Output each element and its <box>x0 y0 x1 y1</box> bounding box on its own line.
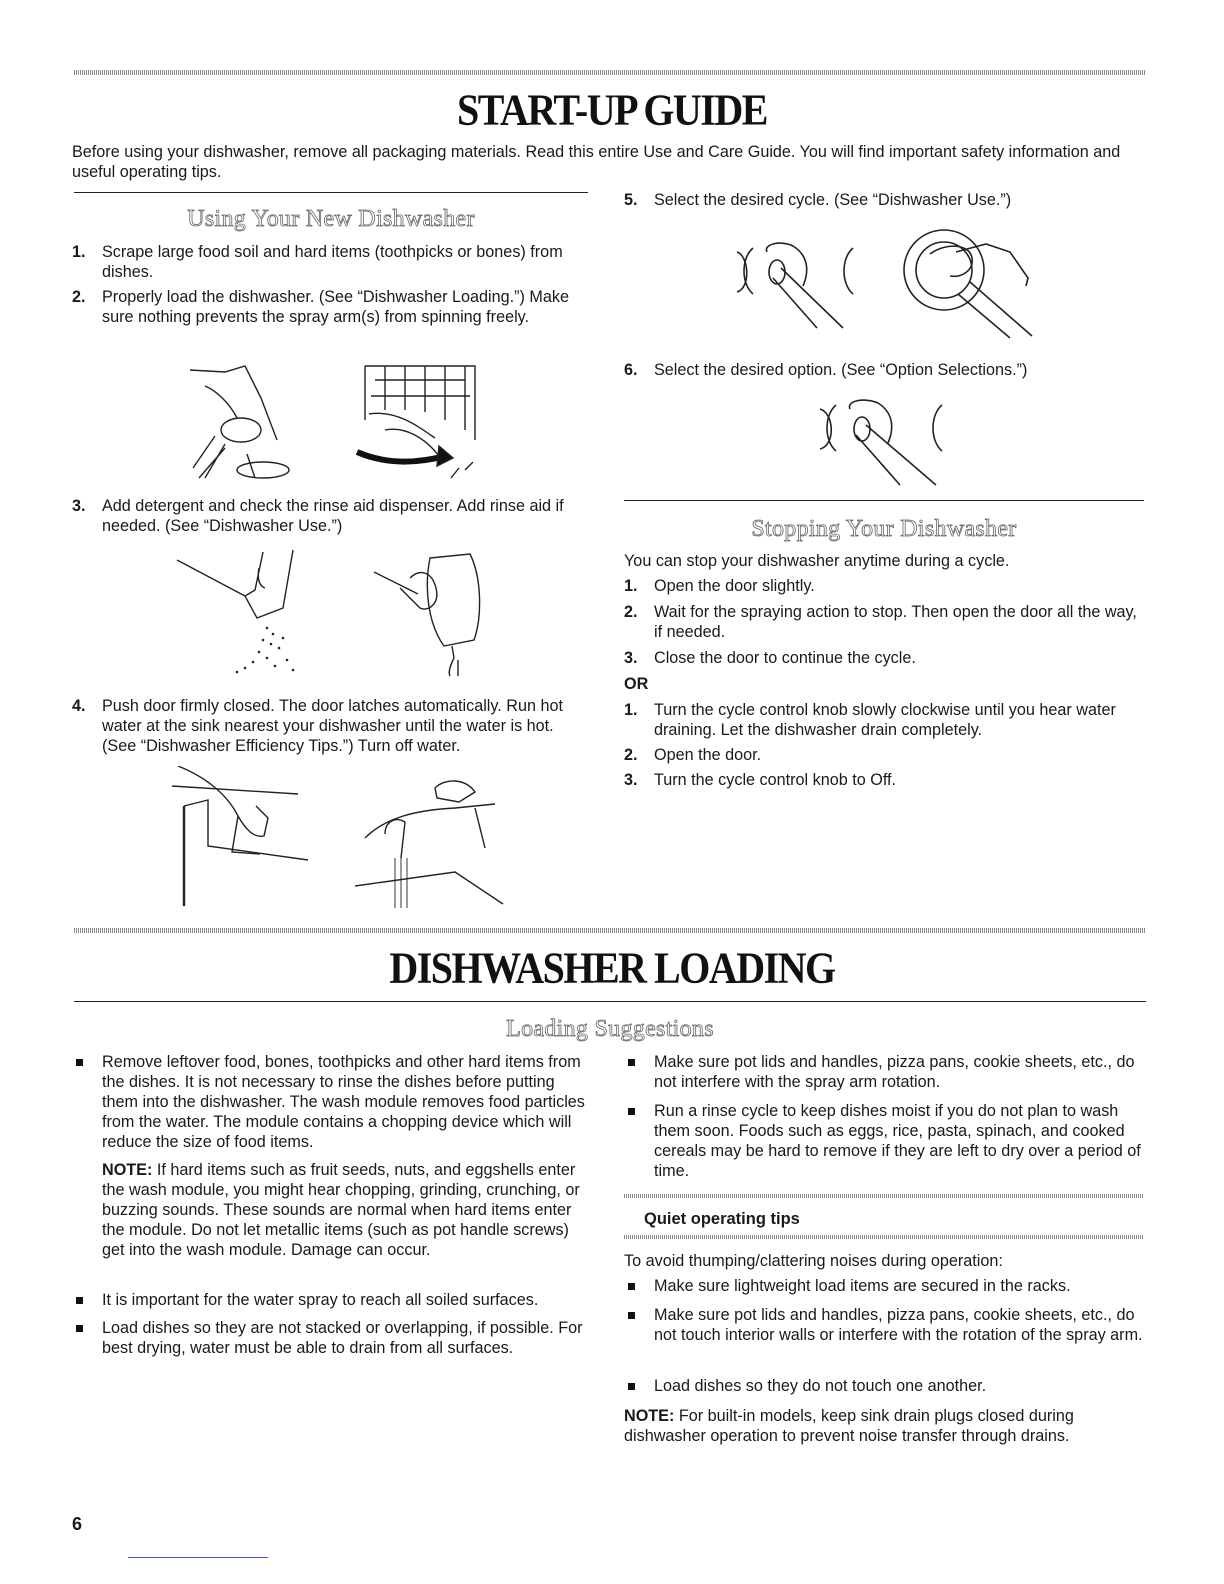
step-text: Turn the cycle control knob slowly clockwise until you hear water draining. Let the dishwasher drain completely. <box>654 701 1116 739</box>
step-text: Open the door slightly. <box>654 577 815 595</box>
stop-step-a1 <box>624 576 1144 596</box>
step-number: 3. <box>624 649 638 667</box>
loading-bullet-1 <box>72 1052 590 1152</box>
quiet-bullet-2 <box>624 1305 1144 1345</box>
bullet-text: Make sure pot lids and handles, pizza pans, cookie sheets, etc., do not touch interior walls or interfere with the rotation of the spray arm. <box>654 1306 1143 1344</box>
bullet-text: Load dishes so they are not stacked or overlapping, if possible. For best drying, water must be able to drain from all surfaces. <box>102 1319 583 1357</box>
loading-suggestions-heading: Loading Suggestions <box>506 1016 714 1042</box>
quiet-bottom-rule <box>624 1235 1144 1239</box>
note-text: If hard items such as fruit seeds, nuts, and eggshells enter the wash module, you might hear chopping, grinding, crunching, or buzzing sounds. These sounds are normal when hard items enter the module. Do not let metallic items (such as pot handle screws) get into the wash module. Damage can occur. <box>102 1161 580 1259</box>
cycle-knob-turn-illustration <box>900 222 1040 340</box>
bullet-square <box>76 1325 83 1332</box>
stop-step-b2 <box>624 745 1144 765</box>
quiet-bullet-3 <box>624 1376 1144 1396</box>
detergent-pour-illustration <box>175 548 315 678</box>
step-text: Select the desired option. (See “Option Selections.”) <box>654 361 1028 379</box>
step-number: 5. <box>624 191 638 209</box>
bullet-square <box>76 1297 83 1304</box>
stop-step-b1 <box>624 700 1144 740</box>
bullet-text: Load dishes so they do not touch one another. <box>654 1377 987 1395</box>
step-number: 1. <box>624 701 638 719</box>
rinse-aid-illustration <box>370 548 490 678</box>
step-number: 2. <box>624 746 638 764</box>
step-number: 1. <box>72 243 86 261</box>
left-divider <box>74 192 588 193</box>
step-2 <box>72 287 582 327</box>
step-text: Open the door. <box>654 746 762 764</box>
note-hard-items <box>102 1160 590 1260</box>
footer-link-underline <box>128 1557 268 1558</box>
step-number: 6. <box>624 361 638 379</box>
bullet-square <box>76 1059 83 1066</box>
step-text: Turn the cycle control knob to Off. <box>654 771 897 789</box>
step-number: 4. <box>72 697 86 715</box>
step-text: Add detergent and check the rinse aid dispenser. Add rinse aid if needed. (See “Dishwasher Use.”) <box>102 497 564 535</box>
step-number: 1. <box>624 577 638 595</box>
quiet-intro: To avoid thumping/clattering noises during operation: <box>624 1252 1003 1270</box>
stop-step-a3 <box>624 648 1144 668</box>
bullet-square <box>628 1059 635 1066</box>
stop-step-a2 <box>624 602 1144 642</box>
step-text: Scrape large food soil and hard items (toothpicks or bones) from dishes. <box>102 243 563 281</box>
step-text: Push door firmly closed. The door latches automatically. Run hot water at the sink nearest your dishwasher until the water is hot. (See “Dishwasher Efficiency Tips.”) Turn off water. <box>102 697 563 755</box>
stopping-intro: You can stop your dishwasher anytime during a cycle. <box>624 552 1010 570</box>
step-number: 2. <box>624 603 638 621</box>
step-text: Wait for the spraying action to stop. Then open the door all the way, if needed. <box>654 603 1137 641</box>
scrape-dish-illustration <box>185 358 295 480</box>
note-label: NOTE: <box>102 1161 153 1179</box>
or-label: OR <box>624 675 649 693</box>
quiet-tips-heading: Quiet operating tips <box>644 1210 800 1228</box>
note-label: NOTE: <box>624 1407 675 1425</box>
close-door-illustration <box>168 766 318 908</box>
bullet-text: Run a rinse cycle to keep dishes moist if you do not plan to wash them soon. Foods such as eggs, rice, pasta, spinach, and cooked cereals may be hard to remove if they are left to dry over a period of time. <box>654 1102 1141 1180</box>
page-number: 6 <box>72 1514 83 1534</box>
bullet-text: Remove leftover food, bones, toothpicks and other hard items from the dishes. It is not necessary to rinse the dishes before putting them into the dishwasher. The wash module removes food particles from the water. The module contains a chopping device which will reduce the size of food items. <box>102 1053 585 1151</box>
step-text: Select the desired cycle. (See “Dishwasher Use.”) <box>654 191 1012 209</box>
step-number: 2. <box>72 288 86 306</box>
option-button-press-illustration <box>816 395 956 487</box>
note-built-in <box>624 1406 1144 1446</box>
quiet-top-rule <box>624 1194 1144 1198</box>
cycle-knob-press-illustration <box>733 238 863 330</box>
loading-bullet-2 <box>72 1290 590 1310</box>
bullet-text: It is important for the water spray to reach all soiled surfaces. <box>102 1291 539 1309</box>
bullet-square <box>628 1108 635 1115</box>
bullet-text: Make sure pot lids and handles, pizza pans, cookie sheets, etc., do not interfere with the spray arm rotation. <box>654 1053 1135 1091</box>
step-3 <box>72 496 582 536</box>
quiet-bullet-1 <box>624 1276 1144 1296</box>
startup-title: START-UP GUIDE <box>457 84 767 135</box>
step-1 <box>72 242 582 282</box>
step-number: 3. <box>624 771 638 789</box>
top-dotted-rule <box>74 70 1146 75</box>
bullet-square <box>628 1312 635 1319</box>
step-text: Properly load the dishwasher. (See “Dishwasher Loading.”) Make sure nothing prevents the spray arm(s) from spinning freely. <box>102 288 569 326</box>
stopping-heading: Stopping Your Dishwasher <box>751 516 1017 542</box>
run-faucet-illustration <box>355 768 505 910</box>
loading-bullet-3 <box>72 1318 590 1358</box>
loading-divider <box>74 1001 1146 1002</box>
step-number: 3. <box>72 497 86 515</box>
loading-bullet-5 <box>624 1101 1144 1181</box>
bullet-text: Make sure lightweight load items are secured in the racks. <box>654 1277 1071 1295</box>
step-5 <box>624 190 1144 210</box>
note-text: For built-in models, keep sink drain plugs closed during dishwasher operation to prevent noise transfer through drains. <box>624 1407 1074 1445</box>
step-6 <box>624 360 1144 380</box>
rack-loading-illustration <box>355 360 485 485</box>
using-heading: Using Your New Dishwasher <box>187 206 475 232</box>
loading-title: DISHWASHER LOADING <box>389 942 835 993</box>
step-4 <box>72 696 582 756</box>
middle-dotted-rule <box>74 928 1146 933</box>
bullet-square <box>628 1383 635 1390</box>
right-divider <box>624 500 1144 501</box>
step-text: Close the door to continue the cycle. <box>654 649 916 667</box>
bullet-square <box>628 1283 635 1290</box>
loading-bullet-4 <box>624 1052 1144 1092</box>
startup-intro: Before using your dishwasher, remove all packaging materials. Read this entire Use and Care Guide. You will find important safety information and useful operating tips. <box>72 143 1121 181</box>
stop-step-b3 <box>624 770 1144 790</box>
